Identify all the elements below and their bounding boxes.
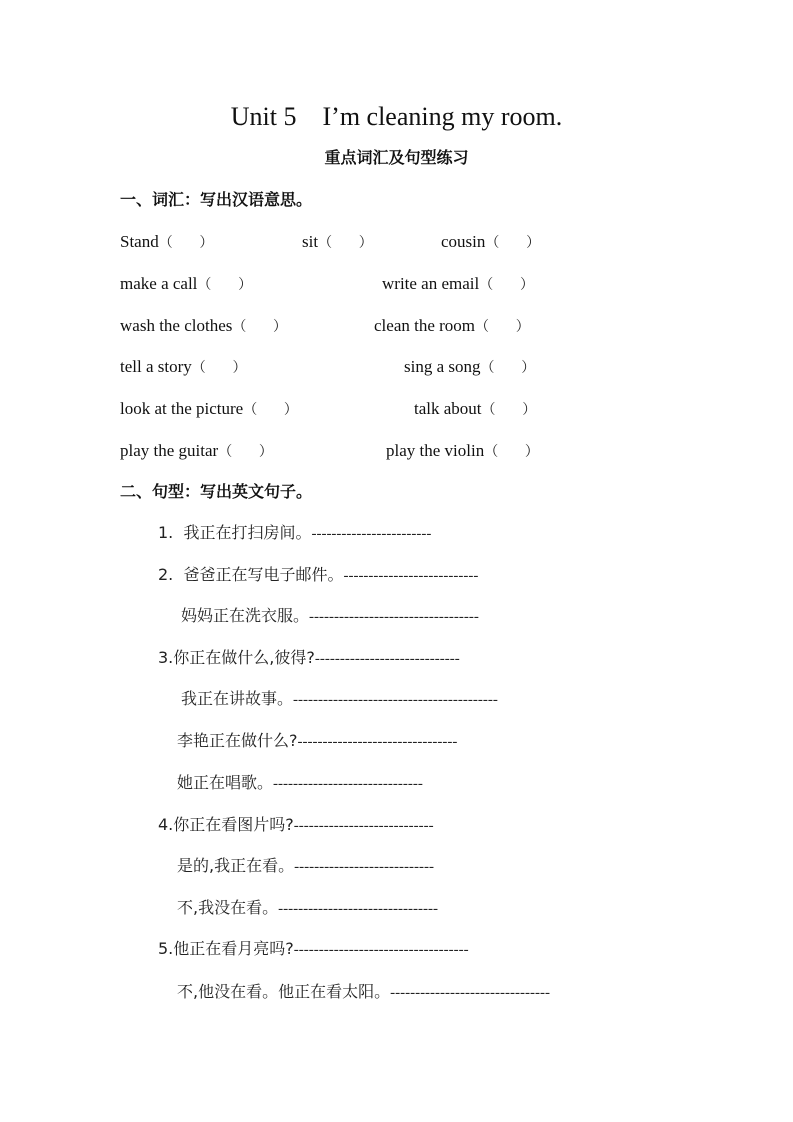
vocab-word: clean the room — [374, 316, 476, 335]
vocab-word: Stand — [120, 232, 159, 251]
answer-line[interactable]: ---------------------------- — [294, 859, 434, 875]
answer-line[interactable]: ----------------------------- — [314, 651, 460, 667]
answer-line[interactable]: ------------------------------ — [273, 776, 423, 792]
sentence-prompt: 5.他正在看月亮吗? — [158, 939, 294, 958]
answer-line[interactable]: -------------------------------- — [390, 985, 550, 1001]
sentence-item — [177, 775, 423, 792]
sentence-prompt: 2. 爸爸正在写电子邮件。 — [158, 565, 344, 584]
sentence-item — [158, 650, 460, 667]
sentence-item — [158, 941, 469, 958]
answer-line[interactable]: ----------------------------------- — [293, 942, 469, 958]
vocab-word: talk about — [414, 399, 482, 418]
sentence-item — [158, 817, 434, 834]
vocab-word: play the guitar — [120, 441, 219, 460]
page-subtitle: 重点词汇及句型练习 — [324, 148, 469, 167]
sentence-prompt: 3.你正在做什么,彼得? — [158, 648, 315, 667]
vocab-word: sit — [302, 232, 319, 251]
sentence-item — [158, 567, 478, 584]
vocab-word: wash the clothes — [120, 316, 233, 335]
answer-line[interactable]: ---------------------------------- — [309, 609, 479, 625]
answer-blank[interactable]: （ ） — [232, 319, 288, 335]
vocab-item — [441, 233, 540, 251]
answer-blank[interactable]: （ ） — [485, 235, 541, 251]
answer-blank[interactable]: （ ） — [484, 444, 539, 460]
page-title: Unit 5 I’m cleaning my room. — [230, 102, 563, 131]
answer-blank[interactable]: （ ） — [475, 319, 530, 335]
vocab-item — [120, 400, 298, 418]
vocab-item — [302, 233, 373, 251]
sentence-prompt: 不,他没在看。他正在看太阳。 — [177, 982, 391, 1001]
vocab-item — [120, 358, 246, 376]
vocab-item — [120, 233, 213, 251]
answer-blank[interactable]: （ ） — [480, 360, 536, 376]
sentence-item — [177, 858, 434, 875]
answer-line[interactable]: -------------------------------- — [278, 901, 438, 917]
sentence-prompt: 不,我没在看。 — [177, 898, 279, 917]
answer-blank[interactable]: （ ） — [481, 402, 537, 418]
sentence-item — [158, 525, 431, 542]
sentence-prompt: 我正在讲故事。 — [181, 689, 294, 708]
sentence-prompt: 她正在唱歌。 — [177, 773, 274, 792]
vocab-item — [120, 442, 273, 460]
answer-blank[interactable]: （ ） — [218, 444, 273, 460]
vocab-item — [404, 358, 535, 376]
vocab-word: make a call — [120, 274, 198, 293]
vocab-item — [120, 317, 287, 335]
vocab-word: cousin — [441, 232, 486, 251]
answer-line[interactable]: ----------------------------------------- — [293, 692, 498, 708]
sentence-item — [177, 900, 438, 917]
sentence-item — [177, 733, 457, 750]
answer-blank[interactable]: （ ） — [243, 402, 298, 418]
section-heading-vocabulary: 一、词汇：写出汉语意思。 — [120, 190, 313, 209]
vocab-item — [120, 275, 252, 293]
answer-blank[interactable]: （ ） — [158, 235, 214, 251]
sentence-prompt: 李艳正在做什么? — [177, 731, 298, 750]
vocab-item — [382, 275, 534, 293]
sentence-prompt: 妈妈正在洗衣服。 — [181, 606, 310, 625]
vocab-item — [414, 400, 536, 418]
answer-line[interactable]: ---------------------------- — [293, 818, 434, 834]
sentence-item — [177, 984, 550, 1001]
answer-blank[interactable]: （ ） — [191, 360, 247, 376]
vocab-word: look at the picture — [120, 399, 244, 418]
answer-line[interactable]: --------------------------- — [343, 568, 479, 584]
vocab-word: tell a story — [120, 357, 192, 376]
answer-line[interactable]: ------------------------ — [311, 526, 432, 542]
sentence-item — [181, 691, 498, 708]
answer-blank[interactable]: （ ） — [318, 235, 373, 251]
sentence-prompt: 是的,我正在看。 — [177, 856, 295, 875]
vocab-item — [386, 442, 539, 460]
sentence-prompt: 1. 我正在打扫房间。 — [158, 523, 312, 542]
answer-blank[interactable]: （ ） — [197, 277, 253, 293]
vocab-item — [374, 317, 530, 335]
vocab-word: sing a song — [404, 357, 481, 376]
vocab-word: write an email — [382, 274, 480, 293]
sentence-item — [181, 608, 479, 625]
vocab-word: play the violin — [386, 441, 485, 460]
answer-blank[interactable]: （ ） — [479, 277, 534, 293]
answer-line[interactable]: -------------------------------- — [297, 734, 458, 750]
sentence-prompt: 4.你正在看图片吗? — [158, 815, 294, 834]
section-heading-sentences: 二、句型：写出英文句子。 — [120, 482, 313, 501]
